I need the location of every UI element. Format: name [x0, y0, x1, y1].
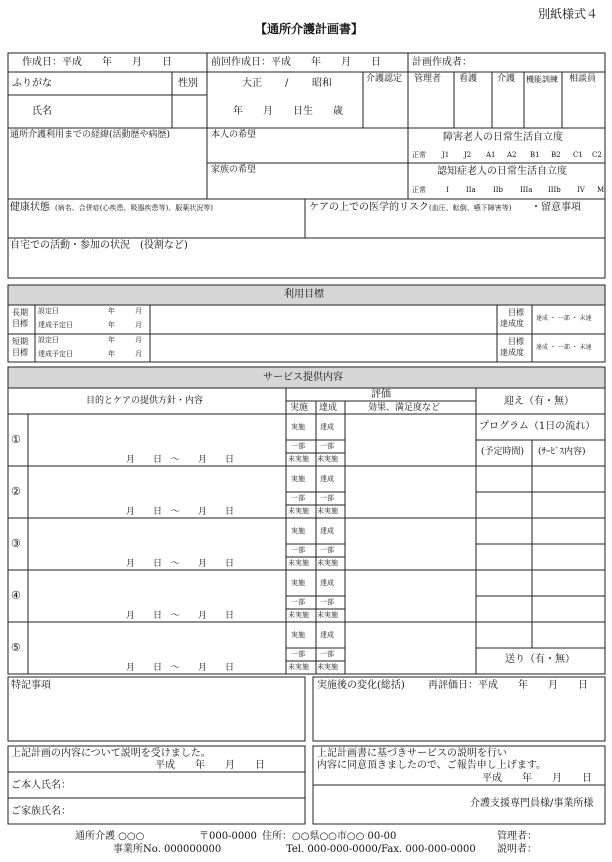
consent-right-line-2: 内容に同意頂きましたので、ご報告申し上げます。 — [317, 760, 546, 771]
created-date: 作成日：平成 年 月 日 — [22, 57, 172, 68]
dementia-scale-3a: IIIa — [520, 186, 533, 194]
row-1-check-not-done[interactable]: 未実施 — [288, 455, 309, 463]
office-number: 事業所No. 000000000 — [113, 844, 222, 855]
long-goal-label-b: 達成度 — [500, 319, 524, 328]
long-achievement: 達成 ・ 一部 ・ 未達 — [536, 315, 592, 322]
row-3-check-achieved[interactable]: 達成 — [320, 527, 334, 535]
done-column-header: 実施 — [290, 403, 309, 413]
evaluation-header: 評価 — [371, 389, 391, 400]
row-3-check-done[interactable]: 実施 — [291, 527, 305, 535]
change-summary-label: 実施後の変化(総括) — [317, 680, 405, 691]
long-term-label-a: 長期 — [12, 308, 28, 317]
short-goal-label-b: 達成度 — [500, 348, 524, 357]
row-2-check-partial-achieved[interactable]: 一部 — [320, 494, 334, 502]
row-5-check-partial-achieved[interactable]: 一部 — [320, 650, 334, 658]
birth-date-line: 年 月 日生 歳 — [233, 106, 343, 117]
row-4-check-not-done[interactable]: 未実施 — [288, 611, 309, 619]
consent-date-right: 平成 年 月 日 — [482, 773, 592, 784]
row-3-check-partial-done[interactable]: 一部 — [291, 546, 305, 554]
dementia-scale-3b: IIIb — [548, 186, 561, 194]
dropoff-label: 送り（有・無） — [505, 654, 575, 665]
history-label: 通所介護利用までの経緯(活動歴や病歴) — [10, 130, 171, 140]
short-planned-year: 年 — [108, 350, 115, 358]
row-3-date: 月 日 〜 月 日 — [126, 559, 235, 569]
plan-author: 計画作成者： — [412, 57, 472, 68]
long-set-month: 月 — [135, 307, 142, 315]
row-4-check-not-achieved[interactable]: 未実施 — [317, 611, 338, 619]
row-5-number: ⑤ — [11, 641, 21, 654]
row-1-check-achieved[interactable]: 達成 — [320, 423, 334, 431]
row-2-date: 月 日 〜 月 日 — [126, 507, 235, 517]
facility-address: 住所：○○県○○市○○ 00-00 — [262, 831, 397, 842]
previous-created-date: 前回作成日：平成 年 月 日 — [211, 57, 381, 68]
consent-right-line-1: 上記計画書に基づきサービスの説明を行い — [317, 748, 507, 759]
explainer-label: 説明者： — [497, 844, 537, 855]
long-planned-year: 年 — [108, 321, 115, 329]
risk-label: ケアの上での医学的リスク — [309, 202, 429, 213]
row-4-check-partial-done[interactable]: 一部 — [291, 598, 305, 606]
short-achievement: 達成 ・ 一部 ・ 未達 — [536, 344, 592, 351]
era-taisho: 大正 — [242, 78, 262, 89]
row-1-check-done[interactable]: 実施 — [291, 423, 305, 431]
disabled-independence-title: 障害老人の日常生活自立度 — [443, 132, 563, 143]
health-label: 健康状態 — [10, 202, 50, 213]
disabled-scale-c1: C1 — [573, 151, 583, 159]
long-goal-label-a: 目標 — [508, 308, 524, 317]
dementia-scale-4: IV — [577, 186, 585, 194]
disabled-scale-a2: A2 — [507, 151, 517, 159]
short-set-date: 設定日 — [38, 336, 59, 344]
disabled-scale-a1: A1 — [486, 151, 496, 159]
short-goal-label-a: 目標 — [508, 337, 524, 346]
form-number: 別紙様式４ — [538, 7, 599, 21]
long-set-date: 設定日 — [38, 307, 59, 315]
furigana-label: ふりがな — [12, 78, 52, 89]
facility-name: 通所介護 ○○○ — [75, 831, 145, 842]
disabled-scale-normal: 正常 — [412, 151, 426, 159]
disabled-scale-b1: B1 — [530, 151, 540, 159]
row-1-date: 月 日 〜 月 日 — [126, 455, 235, 465]
effect-column-header: 効果、満足度など — [368, 403, 441, 413]
row-4-check-achieved[interactable]: 達成 — [320, 579, 334, 587]
row-2-check-achieved[interactable]: 達成 — [320, 475, 334, 483]
care-level-label: 介護認定 — [366, 74, 403, 84]
row-1-check-partial-achieved[interactable]: 一部 — [320, 442, 334, 450]
gender-label: 性別 — [178, 78, 198, 89]
risk-tail: ・留意事項 — [531, 202, 581, 213]
row-2-check-done[interactable]: 実施 — [291, 475, 305, 483]
long-term-label-b: 目標 — [12, 319, 28, 328]
row-3-number: ③ — [11, 537, 21, 550]
staff-counselor: 相談員 — [569, 74, 597, 84]
special-notes-border — [8, 677, 305, 741]
dementia-scale-1: I — [446, 186, 449, 194]
row-1-check-not-achieved[interactable]: 未実施 — [317, 455, 338, 463]
family-name-label: ご家族氏名： — [11, 806, 71, 817]
staff-nurse: 看護 — [459, 74, 478, 84]
row-5-check-partial-done[interactable]: 一部 — [291, 650, 305, 658]
row-5-check-not-achieved[interactable]: 未実施 — [317, 663, 338, 671]
name-label: 氏名 — [32, 106, 52, 117]
program-label: プログラム（1日の流れ） — [479, 421, 596, 432]
staff-manager: 管理者 — [414, 74, 442, 84]
family-wish-label: 家族の希望 — [211, 165, 257, 175]
row-2-check-not-done[interactable]: 未実施 — [288, 507, 309, 515]
row-1-number: ① — [11, 433, 21, 446]
purpose-column-header: 目的とケアの提供方針・内容 — [86, 396, 204, 406]
row-5-check-not-done[interactable]: 未実施 — [288, 663, 309, 671]
disabled-scale-j2: J2 — [464, 151, 472, 159]
long-set-year: 年 — [108, 307, 115, 315]
service-content-label: (ｻｰﾋﾞｽ内容) — [538, 447, 586, 457]
goals-section-title: 利用目標 — [284, 289, 324, 300]
short-set-year: 年 — [108, 336, 115, 344]
reevaluation-date: 再評価日：平成 年 月 日 — [428, 680, 588, 691]
disabled-scale-b2: B2 — [551, 151, 561, 159]
era-showa: 昭和 — [312, 78, 332, 89]
dementia-scale-2a: IIa — [466, 186, 476, 194]
row-3-check-partial-achieved[interactable]: 一部 — [320, 546, 334, 554]
service-block-border — [8, 367, 605, 674]
dementia-independence-title: 認知症老人の日常生活自立度 — [437, 166, 567, 177]
disabled-scale-c2: C2 — [592, 151, 602, 159]
recipient-label: 介護支援専門員様/事業所様 — [470, 798, 594, 809]
row-5-date: 月 日 〜 月 日 — [126, 663, 235, 673]
dementia-scale-m: M — [597, 186, 605, 194]
short-term-label-a: 短期 — [12, 337, 28, 346]
long-planned-date: 達成予定日 — [38, 321, 73, 329]
service-section-title: サービス提供内容 — [263, 372, 343, 383]
dementia-scale-normal: 正常 — [412, 186, 426, 194]
home-activity-label: 自宅での活動・参加の状況 (役割など) — [10, 240, 188, 251]
consent-explained: 上記計画の内容について説明を受けました。 — [11, 748, 211, 759]
row-5-check-done[interactable]: 実施 — [291, 631, 305, 639]
manager-label: 管理者： — [497, 831, 537, 842]
postal-code: 〒000-0000 — [199, 831, 257, 842]
dementia-scale-2b: IIb — [493, 186, 504, 194]
row-3-check-not-done[interactable]: 未実施 — [288, 559, 309, 567]
short-planned-month: 月 — [135, 350, 142, 358]
row-4-check-done[interactable]: 実施 — [291, 579, 305, 587]
long-planned-month: 月 — [135, 321, 142, 329]
era-slash: / — [285, 78, 289, 89]
row-5-check-achieved[interactable]: 達成 — [320, 631, 334, 639]
special-notes-label: 特記事項 — [11, 680, 51, 691]
row-1-check-partial-done[interactable]: 一部 — [291, 442, 305, 450]
short-planned-date: 達成予定日 — [38, 350, 73, 358]
row-3-check-not-achieved[interactable]: 未実施 — [317, 559, 338, 567]
health-detail: (病名、合併症(心疾患、吸器疾患等)、服薬状況等) — [55, 204, 213, 212]
achieved-column-header: 達成 — [319, 403, 338, 413]
self-wish-label: 本人の希望 — [211, 130, 257, 140]
row-4-date: 月 日 〜 月 日 — [126, 611, 235, 621]
pickup-label: 迎え（有・無） — [504, 396, 574, 407]
row-4-check-partial-achieved[interactable]: 一部 — [320, 598, 334, 606]
row-4-number: ④ — [11, 589, 21, 602]
self-name-label: ご本人氏名： — [11, 780, 71, 791]
staff-trainer: 機能訓練 — [526, 75, 558, 84]
tel-fax: Tel. 000-000-0000/Fax. 000-000-0000 — [286, 844, 476, 855]
row-2-check-partial-done[interactable]: 一部 — [291, 494, 305, 502]
short-set-month: 月 — [135, 336, 142, 344]
risk-detail: (血圧、転倒、嚥下障害等) — [429, 204, 512, 212]
short-term-label-b: 目標 — [12, 348, 28, 357]
planned-time-label: (予定時間) — [481, 447, 525, 457]
disabled-scale-j1: J1 — [442, 151, 450, 159]
row-2-check-not-achieved[interactable]: 未実施 — [317, 507, 338, 515]
staff-caregiver: 介護 — [497, 74, 516, 84]
consent-date-left: 平成 年 月 日 — [155, 760, 265, 771]
page-title: 【通所介護計画書】 — [255, 22, 364, 36]
row-2-number: ② — [11, 485, 21, 498]
